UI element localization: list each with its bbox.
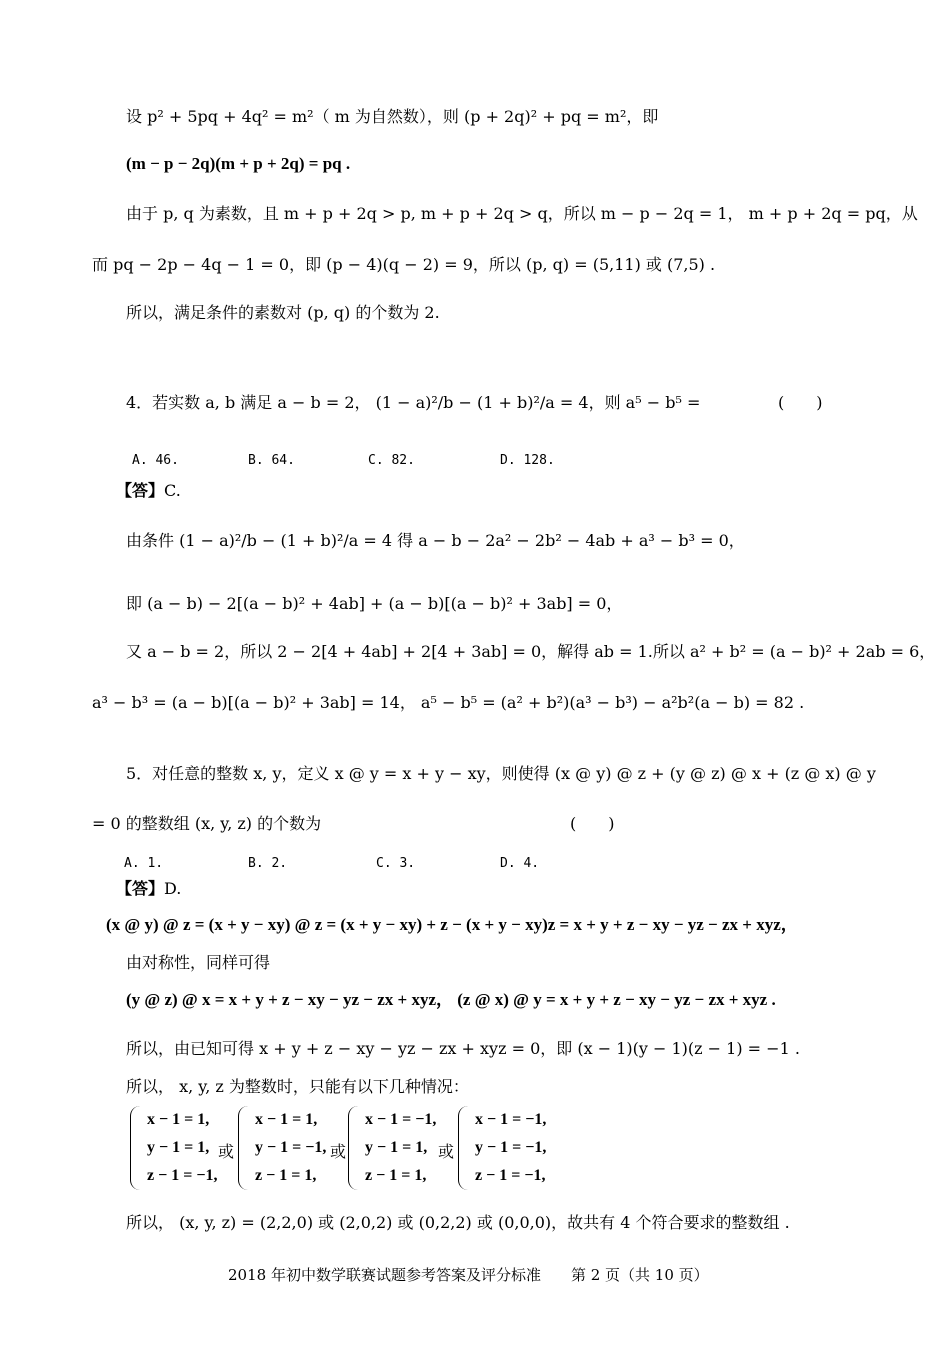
or-word: 或 [438, 1142, 455, 1161]
answer-value: D. [164, 879, 182, 898]
answer-value: C. [164, 481, 181, 500]
page-footer: 2018 年初中数学联赛试题参考答案及评分标准 第 2 页（共 10 页） [228, 1266, 709, 1284]
proof-line-4: 而 pq − 2p − 4q − 1 = 0，即 (p − 4)(q − 2) = 9，所以 (p, q) = (5,11) 或 (7,5) . [92, 255, 716, 274]
equation: z − 1 = −1, [147, 1167, 218, 1184]
equation: x − 1 = −1, [365, 1111, 437, 1128]
equation: y − 1 = −1, [475, 1139, 547, 1156]
equation: x − 1 = −1, [475, 1111, 547, 1128]
q4-solution-2: 即 (a − b) − 2[(a − b)² + 4ab] + (a − b)[(a − b)² + 3ab] = 0， [126, 594, 623, 613]
q4-option-b: B. 64. [248, 453, 295, 468]
equation: z − 1 = 1, [255, 1167, 317, 1184]
q5-option-a: A. 1. [124, 856, 164, 871]
q5-solution-2: 由对称性，同样可得 [126, 953, 271, 972]
question-4-answer-blank: ( ) [778, 393, 823, 412]
equation: z − 1 = −1, [475, 1167, 546, 1184]
equation-system-2 [238, 1106, 326, 1190]
q5-solution-1: (x @ y) @ z = (x + y − xy) @ z = (x + y − xy) + z − (x + y − xy)z = x + y + z − xy − yz − zx + xyz， [106, 915, 798, 934]
q4-option-d: D. 128. [500, 453, 555, 468]
q4-solution-1: 由条件 (1 − a)²/b − (1 + b)²/a = 4 得 a − b − 2a² − 2b² − 4ab + a³ − b³ = 0， [126, 531, 745, 550]
question-4: 4．若实数 a, b 满足 a − b = 2， (1 − a)²/b − (1 + b)²/a = 4，则 a⁵ − b⁵ = [126, 393, 701, 412]
or-word: 或 [218, 1142, 235, 1161]
proof-line-3: 由于 p, q 为素数，且 m + p + 2q > p, m + p + 2q > q，所以 m − p − 2q = 1， m + p + 2q = pq，从 [126, 204, 918, 223]
q5-option-d: D. 4. [500, 856, 540, 871]
q4-answer [116, 481, 181, 501]
question-5-answer-blank: ( ) [570, 814, 615, 833]
q5-option-b: B. 2. [248, 856, 288, 871]
question-5-cont: = 0 的整数组 (x, y, z) 的个数为 [92, 814, 322, 833]
equation-system-1 [130, 1106, 217, 1190]
q4-solution-3: 又 a − b = 2，所以 2 − 2[4 + 4ab] + 2[4 + 3ab] = 0，解得 ab = 1.所以 a² + b² = (a − b)² + 2ab = 6， [126, 642, 936, 661]
equation: y − 1 = 1, [365, 1139, 428, 1156]
equation-system-4 [458, 1106, 546, 1190]
equation-system-3 [348, 1106, 436, 1190]
q5-solution-4: 所以，由已知可得 x + y + z − xy − yz − zx + xyz = 0，即 (x − 1)(y − 1)(z − 1) = −1 . [126, 1039, 800, 1058]
proof-conclusion: 所以，满足条件的素数对 (p, q) 的个数为 2. [126, 303, 440, 322]
proof-line-1: 设 p² + 5pq + 4q² = m²（ m 为自然数），则 (p + 2q)² + pq = m²，即 [126, 107, 659, 126]
equation: x − 1 = 1, [147, 1111, 210, 1128]
equation: y − 1 = 1, [147, 1139, 210, 1156]
q5-option-c: C. 3. [376, 856, 416, 871]
left-brace [348, 1106, 361, 1190]
proof-line-2: (m − p − 2q)(m + p + 2q) = pq . [126, 154, 351, 173]
q5-solution-5: 所以， x, y, z 为整数时，只能有以下几种情况： [126, 1077, 469, 1096]
q5-answer [116, 879, 181, 899]
left-brace [238, 1106, 251, 1190]
q5-conclusion: 所以， (x, y, z) = (2,2,0) 或 (2,0,2) 或 (0,2,2) 或 (0,0,0)，故共有 4 个符合要求的整数组 . [126, 1213, 790, 1232]
or-word: 或 [330, 1142, 347, 1161]
q4-option-c: C. 82. [368, 453, 415, 468]
equation: z − 1 = 1, [365, 1167, 427, 1184]
question-5: 5．对任意的整数 x, y，定义 x @ y = x + y − xy，则使得 (x @ y) @ z + (y @ z) @ x + (z @ x) @ y [126, 764, 876, 783]
equation: x − 1 = 1, [255, 1111, 318, 1128]
answer-label: 【答】 [116, 879, 165, 898]
answer-label: 【答】 [116, 481, 165, 500]
left-brace [458, 1106, 471, 1190]
equation: y − 1 = −1, [255, 1139, 327, 1156]
q4-solution-4: a³ − b³ = (a − b)[(a − b)² + 3ab] = 14， a⁵ − b⁵ = (a² + b²)(a³ − b³) − a²b²(a − b) = 82 . [92, 693, 805, 712]
left-brace [130, 1106, 143, 1190]
q4-option-a: A. 46. [132, 453, 179, 468]
q5-solution-3: (y @ z) @ x = x + y + z − xy − yz − zx + xyz， (z @ x) @ y = x + y + z − xy − yz − zx + xyz . [126, 990, 776, 1009]
